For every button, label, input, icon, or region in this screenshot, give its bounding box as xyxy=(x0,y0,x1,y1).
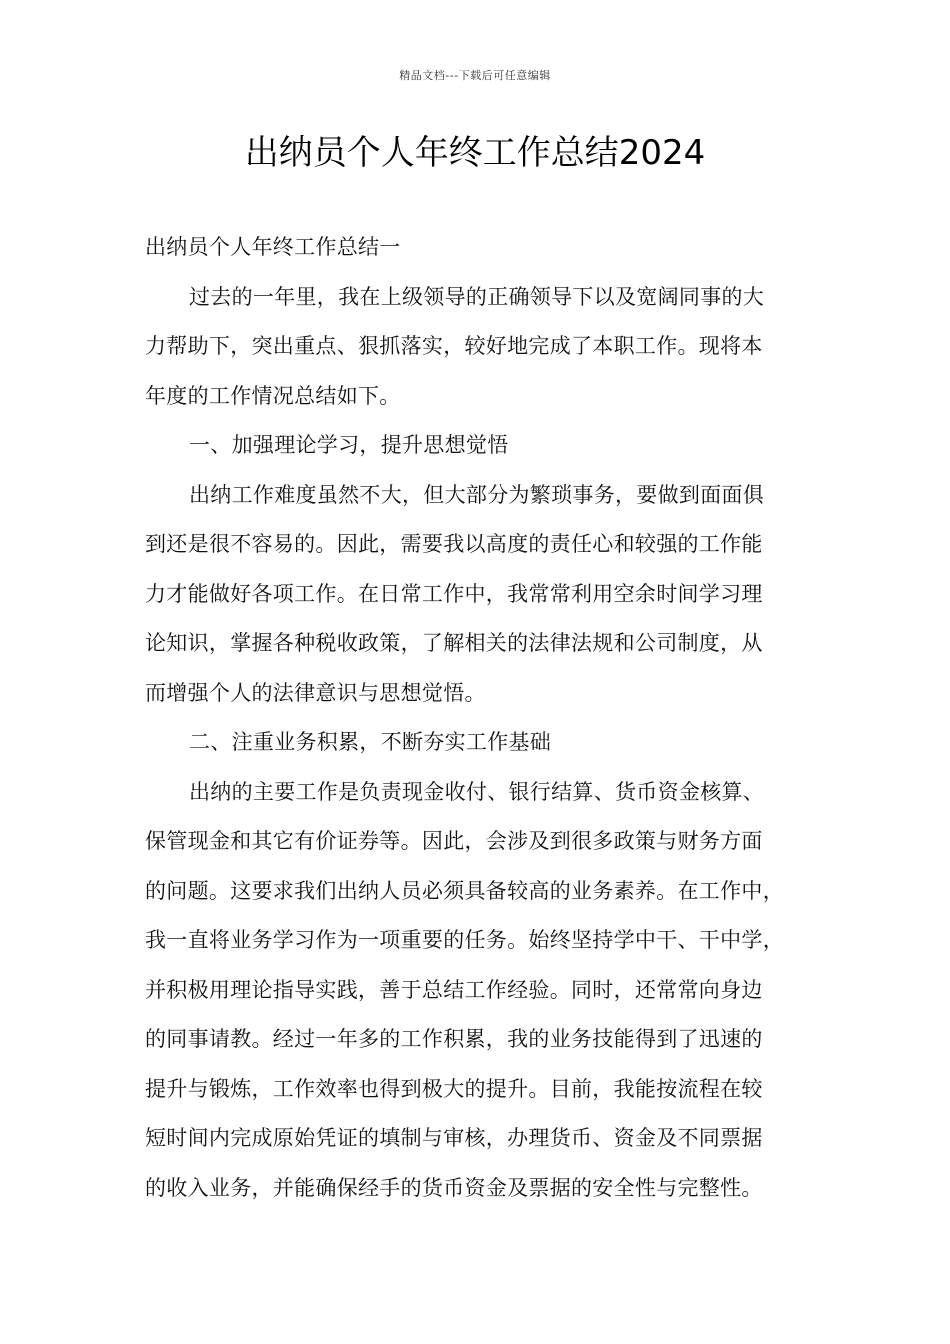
body-line: 短时间内完成原始凭证的填制与审核，办理货币、资金及不同票据 xyxy=(145,1126,763,1150)
document-title: 出纳员个人年终工作总结2024 xyxy=(244,133,706,173)
body-line: 二、注重业务积累，不断夯实工作基础 xyxy=(189,730,552,754)
document-body xyxy=(145,223,807,1213)
body-line: 过去的一年里，我在上级领导的正确领导下以及宽阔同事的大 xyxy=(189,284,765,309)
body-line: 出纳员个人年终工作总结一 xyxy=(145,235,401,259)
body-line: 力帮助下，突出重点、狠抓落实，较好地完成了本职工作。现将本 xyxy=(145,334,763,358)
body-line: 出纳工作难度虽然不大，但大部分为繁琐事务，要做到面面俱 xyxy=(189,482,765,507)
body-line: 论知识，掌握各种税收政策，了解相关的法律法规和公司制度，从 xyxy=(145,631,763,655)
body-line: 的问题。这要求我们出纳人员必须具备较高的业务素养。在工作中， xyxy=(145,878,784,903)
body-line: 的收入业务，并能确保经手的货币资金及票据的安全性与完整性。 xyxy=(145,1175,763,1200)
body-line: 并积极用理论指导实践，善于总结工作经验。同时，还常常向身边 xyxy=(145,977,763,1002)
body-line: 保管现金和其它有价证券等。因此，会涉及到很多政策与财务方面 xyxy=(145,829,763,853)
body-line: 而增强个人的法律意识与思想觉悟。 xyxy=(145,680,486,705)
body-line: 力才能做好各项工作。在日常工作中，我常常利用空余时间学习理 xyxy=(145,581,763,606)
header-note: 精品文档---下载后可任意编辑 xyxy=(399,69,551,82)
body-line: 的同事请教。经过一年多的工作积累，我的业务技能得到了迅速的 xyxy=(145,1027,763,1051)
body-line: 年度的工作情况总结如下。 xyxy=(145,383,401,408)
body-line: 提升与锻炼，工作效率也得到极大的提升。目前，我能按流程在较 xyxy=(145,1076,763,1101)
body-line: 一、加强理论学习，提升思想觉悟 xyxy=(189,433,509,457)
body-line: 到还是很不容易的。因此，需要我以高度的责任心和较强的工作能 xyxy=(145,532,763,556)
body-line: 我一直将业务学习作为一项重要的任务。始终坚持学中干、干中学， xyxy=(145,928,784,952)
body-line: 出纳的主要工作是负责现金收付、银行结算、货币资金核算、 xyxy=(189,779,765,804)
